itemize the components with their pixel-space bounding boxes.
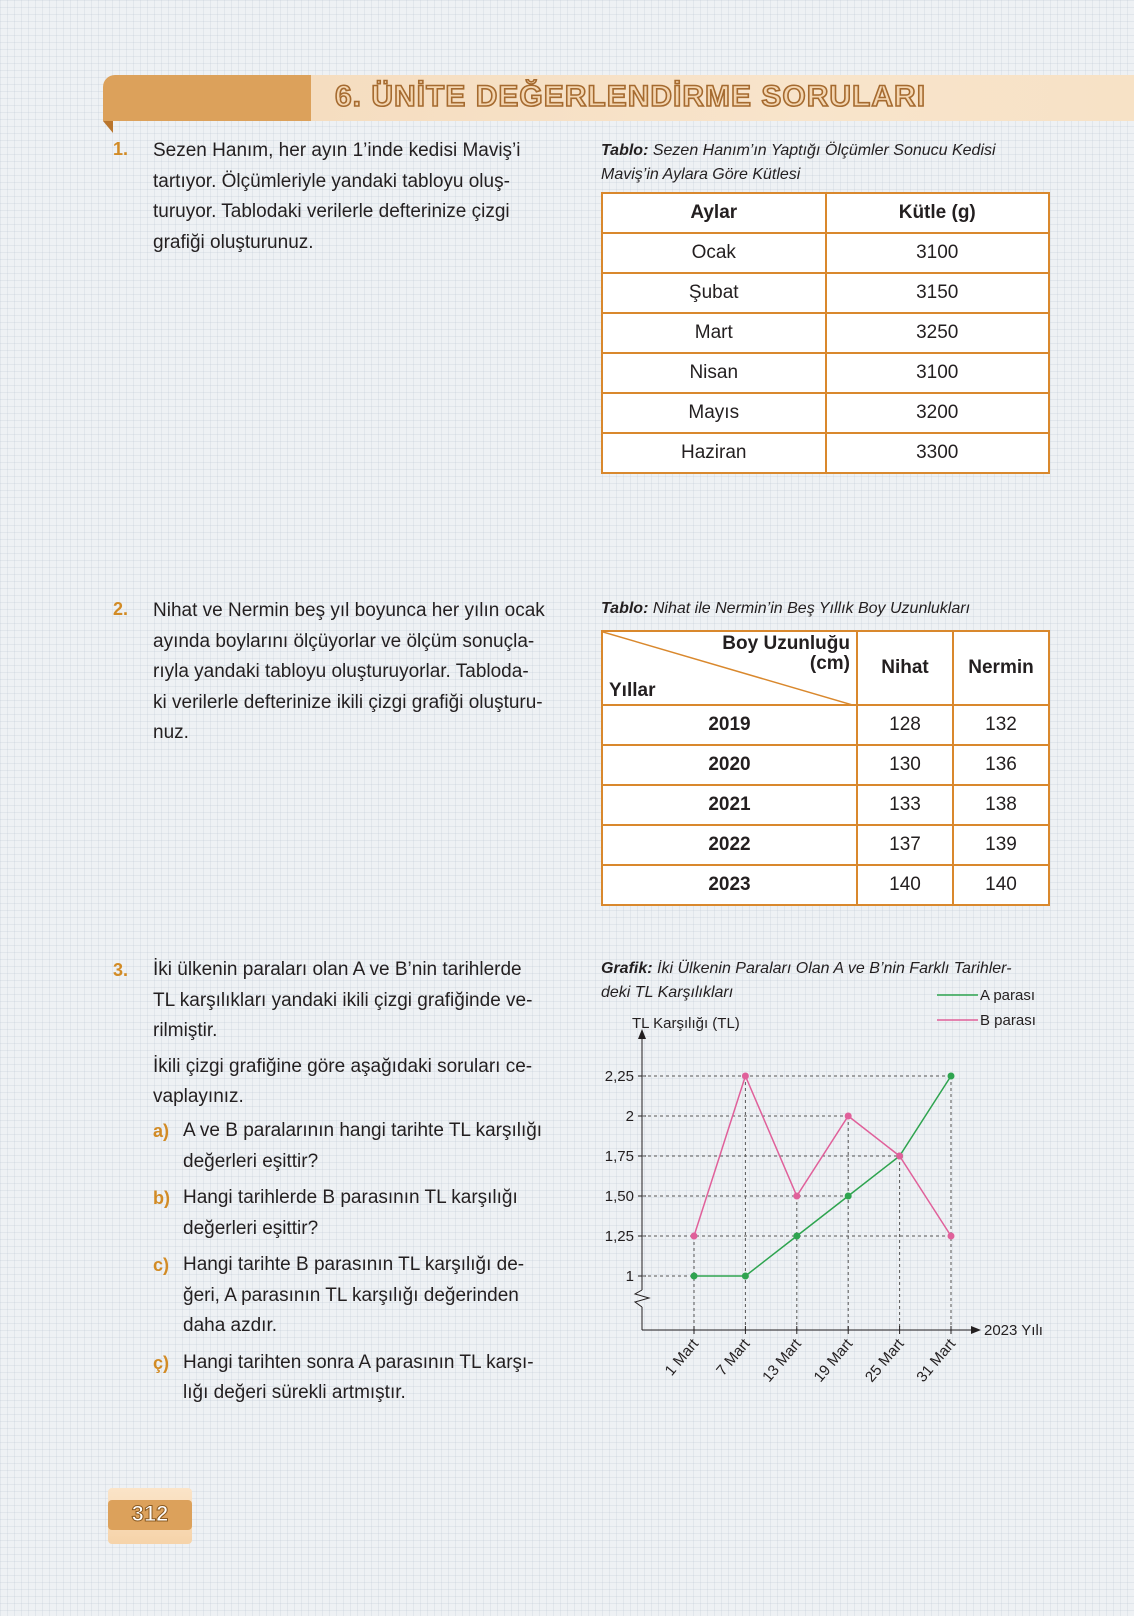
page-number: 312 <box>131 1501 169 1526</box>
table-cell: 3100 <box>826 353 1050 393</box>
q3-line: rilmiştir. <box>153 1020 218 1041</box>
table-cell: 138 <box>953 785 1049 825</box>
table-row <box>602 745 1049 785</box>
table-cell: 3250 <box>826 313 1050 353</box>
y-tick-label: 1,50 <box>604 1188 634 1205</box>
y-tick-label: 2,25 <box>604 1068 634 1085</box>
table-row <box>602 705 1049 745</box>
x-tick-label: 1 Mart <box>661 1335 703 1380</box>
table-row <box>602 353 1049 393</box>
q1-caption-line1: Sezen Hanım’ın Yaptığı Ölçümler Sonucu Kedisi <box>652 142 996 159</box>
q3-line: İki ülkenin paraları olan A ve B’nin tarihlerde <box>153 959 522 980</box>
x-tick-label: 13 Mart <box>759 1335 805 1386</box>
q2-caption <box>601 597 1051 621</box>
q3-number: 3. <box>113 960 129 980</box>
subquestion-c <box>153 1250 553 1342</box>
table-cell: 2022 <box>602 825 857 865</box>
table-cell: 139 <box>953 825 1049 865</box>
q2-diagonal-header <box>602 631 857 705</box>
q2-col-header: Nihat <box>857 631 953 705</box>
table-cell: 130 <box>857 745 953 785</box>
q2-caption-text: Nihat ile Nermin’in Beş Yıllık Boy Uzunlukları <box>652 600 971 617</box>
table-cell: Mayıs <box>602 393 826 433</box>
x-tick-label: 19 Mart <box>810 1335 857 1386</box>
table-cell: 2019 <box>602 705 857 745</box>
q3-text <box>153 955 550 1113</box>
table-cell: 2021 <box>602 785 857 825</box>
unit-title: 6. ÜNİTE DEĞERLENDİRME SORULARI <box>335 80 927 113</box>
q2-caption-label: Tablo: <box>601 600 649 617</box>
q2-number: 2. <box>113 599 129 619</box>
sub-line: değerleri eşittir? <box>183 1150 319 1172</box>
q1-table <box>601 192 1050 474</box>
q2-diag-top <box>722 634 850 674</box>
table-row <box>602 273 1049 313</box>
q1-caption-line2: Maviş’in Aylara Göre Kütlesi <box>601 166 801 183</box>
q3-subquestions <box>153 1116 553 1409</box>
q2-line: rıyla yandaki tabloyu oluşturuyorlar. Tabloda- <box>153 661 529 682</box>
q3-line: İkili çizgi grafiğine göre aşağıdaki soruları ce- <box>153 1055 533 1077</box>
table-row <box>602 433 1049 473</box>
q3-line: vaplayınız. <box>153 1086 244 1107</box>
y-tick-label: 1,25 <box>604 1228 634 1245</box>
q2-diag-top-line1: Boy Uzunluğu <box>722 633 850 654</box>
legend-label-b: B parası <box>980 1012 1036 1029</box>
y-tick-label: 1,75 <box>604 1148 634 1165</box>
sub-line: lığı değeri sürekli artmıştır. <box>183 1382 406 1403</box>
q1-col-header: Aylar <box>602 193 826 233</box>
table-row <box>602 393 1049 433</box>
data-point-b <box>691 1233 698 1240</box>
y-tick-label: 2 <box>625 1108 634 1125</box>
table-cell: 2023 <box>602 865 857 905</box>
sub-label: a) <box>153 1121 170 1141</box>
table-cell: 136 <box>953 745 1049 785</box>
q2-col-header: Nermin <box>953 631 1049 705</box>
data-point-a <box>742 1273 749 1280</box>
axis-break-icon <box>635 1290 649 1307</box>
data-point-b <box>793 1193 800 1200</box>
q1-caption <box>601 139 1051 187</box>
table-cell: 132 <box>953 705 1049 745</box>
q1-line: Sezen Hanım, her ayın 1’inde kedisi Maviş’i <box>153 140 521 161</box>
q2-line: nuz. <box>153 722 189 743</box>
sub-line: Hangi tarihten sonra A parasının TL karşı- <box>183 1351 534 1373</box>
table-cell: Haziran <box>602 433 826 473</box>
sub-line: Hangi tarihlerde B parasının TL karşılığı <box>183 1187 518 1208</box>
x-tick-label: 25 Mart <box>861 1335 908 1386</box>
table-cell: 3300 <box>826 433 1050 473</box>
legend-label-a: A parası <box>980 987 1036 1004</box>
q1-line: grafiği oluşturunuz. <box>153 231 314 253</box>
sub-line: A ve B paralarının hangi tarihte TL karşılığı <box>183 1120 543 1141</box>
q3-caption-line2: deki TL Karşılıkları <box>601 984 734 1001</box>
table-row <box>602 865 1049 905</box>
data-point-a <box>691 1273 698 1280</box>
q2-text <box>153 596 553 749</box>
table-row <box>602 233 1049 273</box>
q1-line: tartıyor. Ölçümleriyle yandaki tabloyu oluş- <box>153 170 510 192</box>
q2-line: Nihat ve Nermin beş yıl boyunca her yılın ocak <box>153 600 545 621</box>
q3-line: TL karşılıkları yandaki ikili çizgi grafiğinde ve- <box>153 989 533 1011</box>
table-cell: 3200 <box>826 393 1050 433</box>
x-axis-label: 2023 Yılı <box>984 1322 1043 1339</box>
x-axis-arrow-icon <box>971 1326 981 1334</box>
q3-caption-line1: İki Ülkenin Paraları Olan A ve B’nin Farklı Tarihler- <box>657 960 1012 977</box>
data-point-b <box>742 1073 749 1080</box>
q2-diag-bottom: Yıllar <box>609 680 656 701</box>
sub-label: c) <box>153 1255 170 1275</box>
sub-line: değerleri eşittir? <box>183 1217 319 1239</box>
data-point-a <box>948 1073 955 1080</box>
table-row <box>602 825 1049 865</box>
q1-text <box>153 136 550 258</box>
x-tick-label: 31 Mart <box>913 1335 960 1386</box>
sub-line: daha azdır. <box>183 1315 278 1336</box>
sub-line: ğeri, A parasının TL karşılığı değerinden <box>183 1284 519 1306</box>
table-cell: 133 <box>857 785 953 825</box>
table-cell: 140 <box>953 865 1049 905</box>
subquestion-a <box>153 1116 553 1177</box>
sub-label: ç) <box>153 1352 170 1373</box>
table-cell: Ocak <box>602 233 826 273</box>
q2-diag-top-line2: (cm) <box>809 653 850 674</box>
q1-caption-label: Tablo: <box>601 142 649 159</box>
table-cell: 137 <box>857 825 953 865</box>
x-tick-label: 7 Mart <box>713 1335 754 1380</box>
table-row <box>602 785 1049 825</box>
data-point-a <box>845 1193 852 1200</box>
subquestion-b <box>153 1183 553 1244</box>
table-cell: Şubat <box>602 273 826 313</box>
sub-line: Hangi tarihte B parasının TL karşılığı de- <box>183 1254 525 1275</box>
header-banner-fold <box>103 121 113 133</box>
table-cell: 3150 <box>826 273 1050 313</box>
y-axis-label: TL Karşılığı (TL) <box>632 1015 740 1032</box>
data-point-b <box>948 1233 955 1240</box>
q1-number: 1. <box>113 139 129 159</box>
table-cell: Nisan <box>602 353 826 393</box>
table-row <box>602 313 1049 353</box>
header-banner-accent <box>103 75 313 121</box>
q1-col-header: Kütle (g) <box>826 193 1050 233</box>
sub-label: b) <box>153 1188 170 1208</box>
table-cell: 3100 <box>826 233 1050 273</box>
data-point-b <box>896 1153 903 1160</box>
table-cell: 128 <box>857 705 953 745</box>
table-cell: 2020 <box>602 745 857 785</box>
table-cell: Mart <box>602 313 826 353</box>
table-cell: 140 <box>857 865 953 905</box>
data-point-a <box>793 1233 800 1240</box>
y-tick-label: 1 <box>625 1268 634 1285</box>
q2-line: ayında boylarını ölçüyorlar ve ölçüm sonuçla- <box>153 630 535 652</box>
data-point-b <box>845 1113 852 1120</box>
q2-line: ki verilerle defterinize ikili çizgi grafiği oluşturu- <box>153 691 543 713</box>
q1-line: turuyor. Tablodaki verilerle defterinize çizgi <box>153 201 510 222</box>
q2-table <box>601 630 1050 906</box>
subquestion-c-cedilla <box>153 1348 553 1409</box>
q3-caption-label: Grafik: <box>601 960 653 977</box>
